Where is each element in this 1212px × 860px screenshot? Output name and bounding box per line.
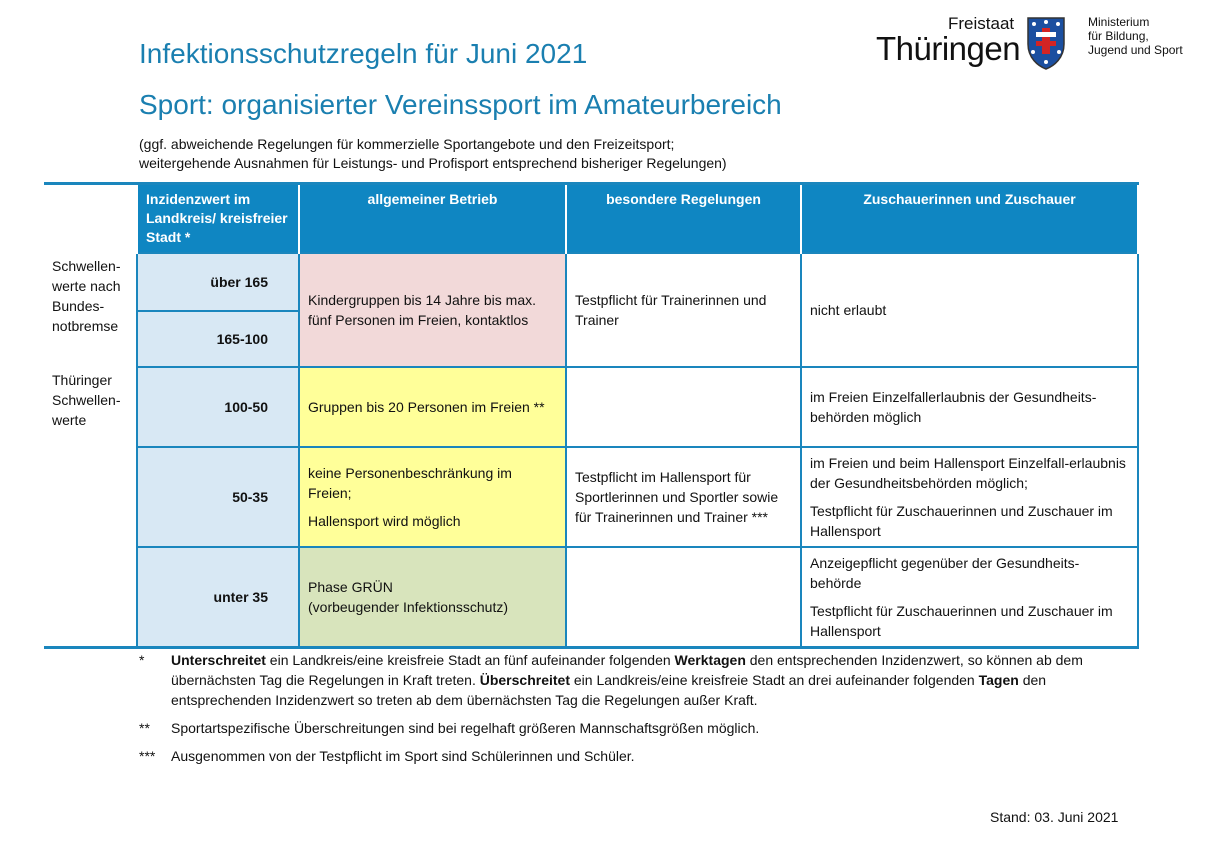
header-incidence: Inzidenzwert im Landkreis/ kreisfreier Stadt * [137, 184, 299, 254]
general-cell [299, 547, 566, 647]
scope-note-line-1: (ggf. abweichende Regelungen für kommerzielle Sportangebote und den Freizeitsport; [139, 136, 675, 152]
spectators-cell [801, 547, 1138, 647]
logo-freistaat: Freistaat [948, 14, 1015, 33]
page-title: Infektionsschutzregeln für Juni 2021 [139, 38, 588, 69]
logo-ministry-line-1: Ministerium [1088, 15, 1150, 29]
spectators-text: Anzeigepflicht gegenüber der Gesundheits-behörde [810, 554, 1080, 591]
page-subtitle: Sport: organisierter Vereinssport im Amateurbereich [139, 89, 782, 120]
spectators-text: Testpflicht für Zuschauerinnen und Zuschauer im Hallensport [810, 602, 1113, 639]
table-row [44, 447, 1138, 547]
spectators-cell: im Freien Einzelfallerlaubnis der Gesundheits-behörden möglich [801, 367, 1138, 447]
footnote-mark: *** [139, 748, 156, 764]
logo-ministry [1088, 15, 1183, 57]
scope-note-line-2: weitergehende Ausnahmen für Leistungs- und Profisport entsprechend bisheriger Regelungen) [139, 155, 727, 171]
table-row [44, 253, 1138, 311]
header-blank [44, 184, 137, 254]
table-row [44, 367, 1138, 447]
special-cell [566, 367, 801, 447]
ministry-logo [874, 12, 1204, 76]
incidence-cell: unter 35 [137, 547, 299, 647]
spectators-text: Testpflicht für Zuschauerinnen und Zuschauer im Hallensport [810, 503, 1113, 539]
general-cell: Kindergruppen bis 14 Jahre bis max. fünf Personen im Freien, kontaktlos [299, 253, 566, 367]
special-cell: Testpflicht im Hallensport für Sportlerinnen und Sportler sowie für Trainerinnen und Trainer *** [566, 447, 801, 547]
header-general: allgemeiner Betrieb [299, 184, 566, 254]
general-text: (vorbeugender Infektionsschutz) [308, 598, 508, 615]
incidence-cell: 100-50 [137, 367, 299, 447]
footnote-text: Ausgenommen von der Testpflicht im Sport sind Schülerinnen und Schüler. [171, 748, 635, 764]
group-federal: Schwellen-werte nach Bundes-notbremse [52, 258, 121, 334]
footnote [139, 746, 1124, 766]
footnote [139, 718, 1124, 738]
spectators-cell: nicht erlaubt [801, 253, 1138, 367]
scope-note [139, 135, 727, 173]
footnote-text: Unterschreitet ein Landkreis/eine kreisfreie Stadt an fünf aufeinander folgenden Werktagen den entsprechenden Inzidenzwert, so können ab dem übernächsten Tag die Regelungen in Kraft treten. Überschreitet ein Landkreis/eine kreisfreie Stadt an drei aufeinander folgenden Tagen den entsprechenden Inzidenzwert so treten ab dem übernächsten Tag die Regelungen außer Kraft. [171, 652, 1083, 708]
general-text: Hallensport wird möglich [308, 513, 461, 529]
incidence-cell: 165-100 [137, 311, 299, 367]
incidence-cell: über 165 [137, 253, 299, 311]
general-cell [299, 447, 566, 547]
date-stamp: Stand: 03. Juni 2021 [990, 809, 1119, 825]
footnote-text: Sportartspezifische Überschreitungen sind bei regelhaft größeren Mannschaftsgrößen möglich. [171, 720, 760, 736]
special-cell [566, 547, 801, 647]
coat-of-arms-icon [1024, 14, 1068, 70]
footnote [139, 650, 1124, 710]
logo-ministry-line-2: für Bildung, [1088, 29, 1149, 43]
header-special: besondere Regelungen [566, 184, 801, 254]
spectators-text: im Freien und beim Hallensport Einzelfall-erlaubnis der Gesundheitsbehörden möglich; [810, 455, 1126, 491]
group-thuringia: Thüringer Schwellen-werte [52, 372, 121, 428]
incidence-cell: 50-35 [137, 447, 299, 547]
table-row [44, 547, 1138, 647]
special-cell: Testpflicht für Trainerinnen und Trainer [566, 253, 801, 367]
logo-ministry-line-3: Jugend und Sport [1088, 43, 1183, 57]
header-spectators: Zuschauerinnen und Zuschauer [801, 184, 1138, 254]
logo-thueringen: Thüringen [876, 30, 1021, 67]
general-text: keine Personenbeschränkung im Freien; [308, 465, 512, 501]
footnotes [139, 650, 1124, 774]
table-header-row [44, 184, 1138, 254]
general-text: Phase GRÜN [308, 578, 393, 595]
general-cell: Gruppen bis 20 Personen im Freien ** [299, 367, 566, 447]
spectators-cell [801, 447, 1138, 547]
footnote-mark: ** [139, 720, 150, 736]
footnote-mark: * [139, 652, 145, 668]
rules-table [44, 182, 1139, 649]
